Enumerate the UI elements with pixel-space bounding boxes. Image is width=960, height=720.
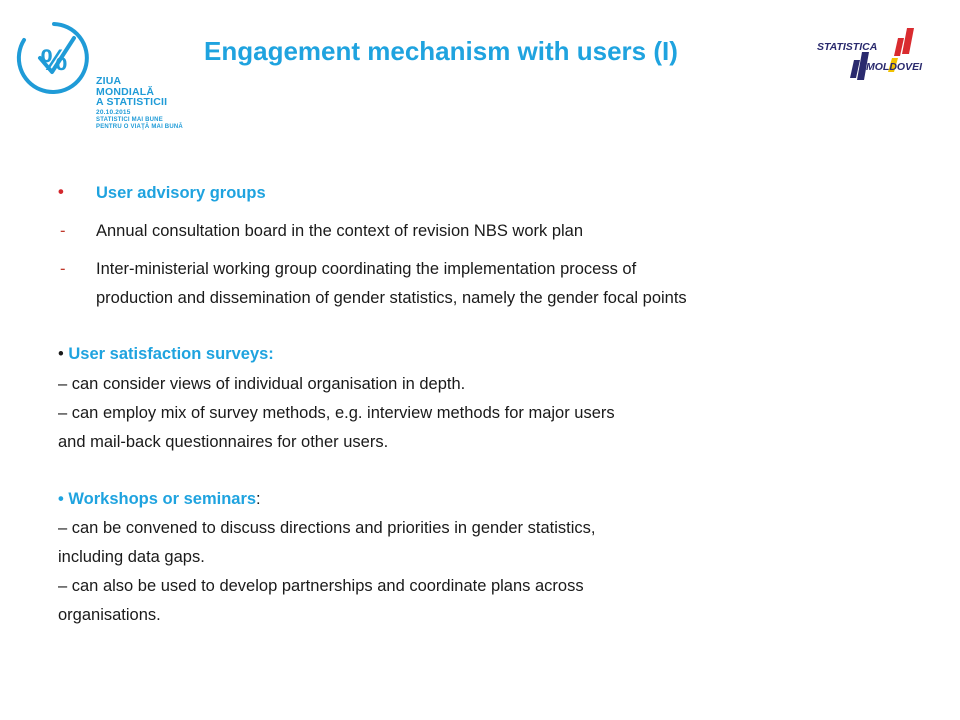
workshops-line-2: including data gaps. bbox=[58, 548, 205, 566]
page-title: Engagement mechanism with users (I) bbox=[204, 36, 678, 66]
percent-circle-icon bbox=[14, 18, 94, 98]
surveys-line-2: – can employ mix of survey methods, e.g. interview methods for major users bbox=[58, 404, 615, 422]
workshops-heading-row bbox=[58, 490, 261, 509]
advisory-item-2-line-1: Inter-ministerial working group coordinating the implementation process of bbox=[96, 260, 637, 278]
advisory-bullet: • bbox=[58, 183, 64, 201]
statistica-moldovei-logo bbox=[814, 22, 954, 94]
dash-marker-1: - bbox=[60, 222, 66, 240]
surveys-heading-row bbox=[58, 345, 274, 364]
surveys-heading: User satisfaction surveys: bbox=[68, 345, 274, 363]
logo-line-3: A STATISTICII bbox=[96, 96, 168, 108]
workshops-line-3: – can also be used to develop partnerships and coordinate plans across bbox=[58, 577, 584, 595]
logo-slogan-2: PENTRU O VIAŢĂ MAI BUNĂ bbox=[96, 123, 183, 130]
surveys-line-3: and mail-back questionnaires for other users. bbox=[58, 433, 389, 451]
workshops-colon: : bbox=[256, 490, 261, 508]
advisory-item-2-line-2: production and dissemination of gender statistics, namely the gender focal points bbox=[96, 289, 687, 307]
workshops-line-4: organisations. bbox=[58, 606, 161, 624]
surveys-bullet: • bbox=[58, 345, 69, 363]
workshops-line-1: – can be convened to discuss directions and priorities in gender statistics, bbox=[58, 519, 596, 537]
workshops-bullet: • bbox=[58, 490, 69, 508]
logo-text-block bbox=[96, 76, 183, 131]
workshops-heading: Workshops or seminars bbox=[68, 490, 257, 508]
world-statistics-day-logo bbox=[14, 18, 204, 138]
advisory-heading: User advisory groups bbox=[96, 184, 266, 202]
dash-marker-2: - bbox=[60, 260, 66, 278]
advisory-item-1: Annual consultation board in the context of revision NBS work plan bbox=[96, 222, 584, 240]
logo-right-line-1: STATISTICA bbox=[817, 41, 878, 53]
logo-slogan-1: STATISTICI MAI BUNE bbox=[96, 116, 163, 123]
flag-stripes-icon bbox=[814, 22, 954, 94]
logo-right-line-2: MOLDOVEI bbox=[866, 61, 923, 73]
percent-badge: % bbox=[40, 44, 68, 77]
logo-line-1: ZIUA bbox=[96, 75, 122, 87]
logo-date: 20.10.2015 bbox=[96, 108, 131, 116]
logo-line-2: MONDIALĂ bbox=[96, 85, 155, 98]
surveys-line-1: – can consider views of individual organisation in depth. bbox=[58, 375, 466, 393]
